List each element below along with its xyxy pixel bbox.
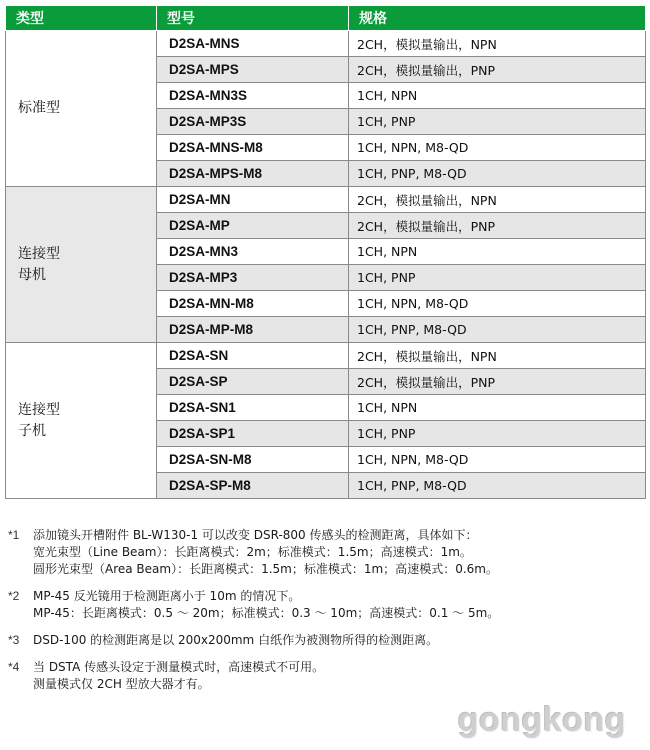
model-cell: D2SA-MP3 <box>157 265 349 291</box>
type-label: 母机 <box>18 266 46 283</box>
type-cell-master <box>6 187 157 343</box>
table-row <box>6 31 646 57</box>
model-cell: D2SA-MPS-M8 <box>157 161 349 187</box>
footnote-1 <box>8 527 638 578</box>
model-cell: D2SA-MP <box>157 213 349 239</box>
product-spec-table <box>5 5 646 499</box>
watermark-logo: gongkong <box>457 701 626 739</box>
spec-cell: 2CH，模拟量输出，PNP <box>349 57 646 83</box>
spec-cell: 2CH，模拟量输出，NPN <box>349 343 646 369</box>
model-cell: D2SA-MN3 <box>157 239 349 265</box>
model-cell: D2SA-SP1 <box>157 421 349 447</box>
type-cell-slave <box>6 343 157 499</box>
footnotes <box>8 527 638 703</box>
model-cell: D2SA-MNS-M8 <box>157 135 349 161</box>
header-model: 型号 <box>157 6 349 31</box>
footnote-3 <box>8 632 638 649</box>
spec-cell: 1CH, NPN, M8-QD <box>349 135 646 161</box>
model-cell: D2SA-SP <box>157 369 349 395</box>
footnote-line: 当 DSTA 传感头设定于测量模式时，高速模式不可用。 <box>33 660 325 674</box>
spec-cell: 2CH，模拟量输出，NPN <box>349 187 646 213</box>
header-spec: 规格 <box>349 6 646 31</box>
footnote-marker: *1 <box>8 528 20 542</box>
type-label: 标准型 <box>18 100 60 116</box>
model-cell: D2SA-MPS <box>157 57 349 83</box>
footnote-2 <box>8 588 638 622</box>
model-cell: D2SA-SN-M8 <box>157 447 349 473</box>
footnote-4 <box>8 659 638 693</box>
footnote-marker: *4 <box>8 660 20 674</box>
spec-cell: 2CH，模拟量输出，NPN <box>349 31 646 57</box>
spec-cell: 1CH, PNP, M8-QD <box>349 317 646 343</box>
spec-cell: 1CH, PNP <box>349 421 646 447</box>
type-cell-standard <box>6 31 157 187</box>
footnote-line: 宽光束型（Line Beam）：长距离模式：2m；标准模式：1.5m；高速模式：1m。 <box>33 545 472 559</box>
spec-cell: 1CH, PNP <box>349 109 646 135</box>
model-cell: D2SA-MN3S <box>157 83 349 109</box>
model-cell: D2SA-SP-M8 <box>157 473 349 499</box>
spec-cell: 1CH, NPN, M8-QD <box>349 291 646 317</box>
type-label: 连接型 <box>18 401 60 418</box>
header-type: 类型 <box>6 6 157 31</box>
footnote-line: 测量模式仅 2CH 型放大器才有。 <box>33 677 210 691</box>
spec-cell: 2CH，模拟量输出，PNP <box>349 369 646 395</box>
footnote-line: 圆形光束型（Area Beam）：长距离模式：1.5m；标准模式：1m；高速模式：0.6m。 <box>33 562 498 576</box>
model-cell: D2SA-SN1 <box>157 395 349 421</box>
model-cell: D2SA-MP3S <box>157 109 349 135</box>
spec-cell: 1CH, PNP <box>349 265 646 291</box>
footnote-line: 添加镜头开槽附件 BL-W130-1 可以改变 DSR-800 传感头的检测距离，具体如下： <box>33 528 478 542</box>
model-cell: D2SA-MN-M8 <box>157 291 349 317</box>
table-header-row <box>6 6 646 31</box>
table-row <box>6 343 646 369</box>
spec-cell: 1CH, PNP, M8-QD <box>349 161 646 187</box>
type-label: 子机 <box>18 422 46 439</box>
footnote-line: MP-45 反光镜用于检测距离小于 10m 的情况下。 <box>33 589 301 603</box>
footnote-marker: *3 <box>8 633 20 647</box>
model-cell: D2SA-MP-M8 <box>157 317 349 343</box>
spec-cell: 1CH, NPN <box>349 239 646 265</box>
model-cell: D2SA-MNS <box>157 31 349 57</box>
spec-cell: 1CH, NPN, M8-QD <box>349 447 646 473</box>
spec-cell: 1CH, PNP, M8-QD <box>349 473 646 499</box>
spec-cell: 1CH, NPN <box>349 83 646 109</box>
table-row <box>6 187 646 213</box>
model-cell: D2SA-SN <box>157 343 349 369</box>
footnote-marker: *2 <box>8 589 20 603</box>
footnote-line: MP-45：长距离模式：0.5 ～ 20m；标准模式：0.3 ～ 10m；高速模式：0.1 ～ 5m。 <box>33 606 500 620</box>
type-label: 连接型 <box>18 245 60 262</box>
spec-cell: 1CH, NPN <box>349 395 646 421</box>
footnote-line: DSD-100 的检测距离是以 200x200mm 白纸作为被测物所得的检测距离。 <box>33 633 439 647</box>
spec-cell: 2CH，模拟量输出，PNP <box>349 213 646 239</box>
model-cell: D2SA-MN <box>157 187 349 213</box>
